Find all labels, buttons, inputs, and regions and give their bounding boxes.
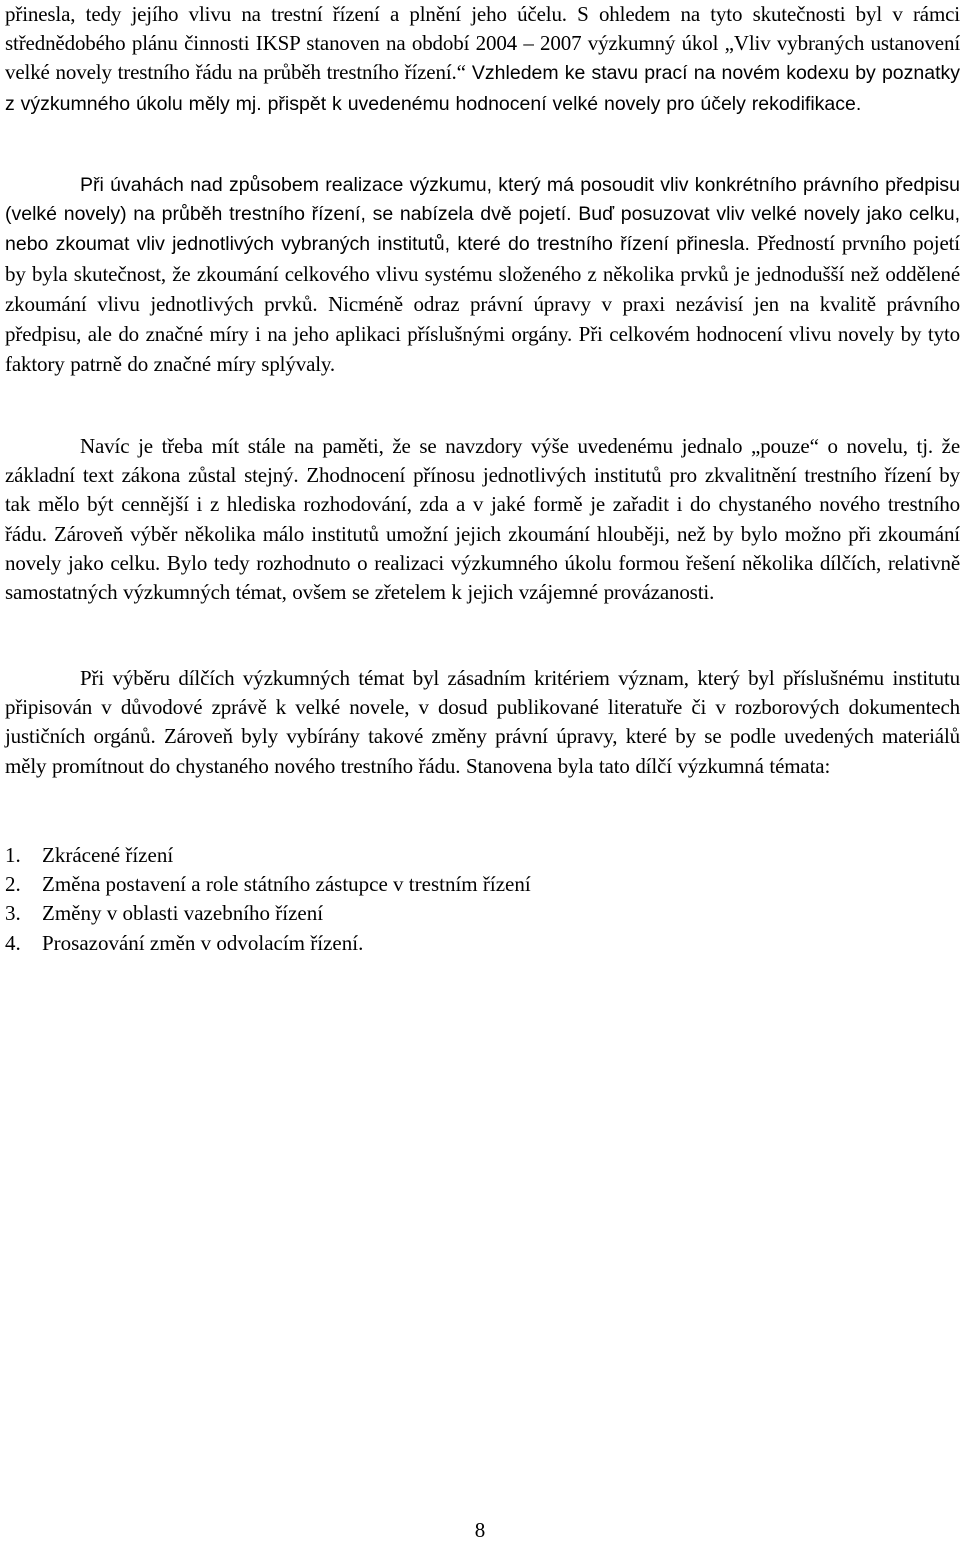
list-item [5, 870, 531, 899]
list-item-text: Zkrácené řízení [42, 843, 174, 867]
list-item-number: 4. [5, 930, 21, 955]
paragraph-3: Navíc je třeba mít stále na paměti, že se navzdory výše uvedenému jednalo „pouze“ o novelu, tj. že základní text zákona zůstal stejný. Zhodnocení přínosu jednotlivých institutů pro zkvalitnění trestního řízení by tak mělo být cennější i z hlediska rozhodování, zda a v jaké formě je zařadit i do chystaného nového trestního řádu. Zároveň výběr několika málo institutů umožní jejich zkoumání hlouběji, než by bylo možno při zkoumání novely jako celku. Bylo tedy rozhodnuto o realizaci výzkumného úkolu formou řešení několika dílčích, relativně samostatných výzkumných témat, ovšem se zřetelem k jejich vzájemné provázanosti. [5, 434, 960, 605]
page-number: 8 [474, 1518, 486, 1542]
paragraph-2-sans-text: Při úvahách nad způsobem realizace výzkumu, který má posoudit vliv konkrétního právního předpisu (velké novely) na průběh trestního řízení, se nabízela dvě pojetí. Buď posuzovat vliv velké novely jako celku, nebo zkoumat vliv jednotlivých vybraných institutů, které do trestního řízení přinesla. [5, 174, 960, 256]
paragraph-2-serif-text: Předností prvního pojetí by byla skutečnost, že zkoumání celkového vlivu systému složeného z několika prvků je jednodušší než oddělené zkoumání vlivu jednotlivých prvků. Nicméně odraz právní úpravy v praxi nezávisí jen na kvalitě právního předpisu, ale do značné míry i na jeho aplikaci příslušnými orgány. Při celkovém hodnocení vlivu novely by tyto faktory patrně do značné míry splývaly. [5, 231, 960, 377]
list-item-text: Změna postavení a role státního zástupce v trestním řízení [42, 872, 531, 897]
research-topics-list [5, 841, 531, 958]
list-item-number: 3. [5, 901, 21, 926]
list-item-number: 1. [5, 843, 21, 867]
list-item-text: Změny v oblasti vazebního řízení [42, 901, 324, 926]
paragraph-2 [5, 171, 960, 380]
list-item-number: 2. [5, 872, 21, 897]
paragraph-1-serif-text: přinesla, tedy jejího vlivu na trestní řízení a plnění jeho účelu. S ohledem na tyto skutečnosti byl v rámci střednědobého plánu činnosti IKSP stanoven na období 2004 – 2007 výzkumný úkol „Vliv vybraných ustanovení velké novely trestního řádu na průběh trestního řízení.“ [5, 2, 960, 85]
paragraph-1-sans-text: Vzhledem ke stavu prací na novém kodexu by poznatky z výzkumného úkolu měly mj. přispět k uvedenému hodnocení velké novely pro účely rekodifikace. [5, 62, 960, 115]
paragraph-1 [5, 0, 960, 119]
list-item [5, 841, 531, 870]
paragraph-4: Při výběru dílčích výzkumných témat byl zásadním kritériem význam, který byl příslušnému institutu připisován v důvodové zprávě k velké novele, v dosud publikované literatuře či v rozborových dokumentech justičních orgánů. Zároveň byly vybírány takové změny právní úpravy, které by se podle uvedených materiálů měly promítnout do chystaného nového trestního řádu. Stanovena byla tato dílčí výzkumná témata: [5, 666, 960, 778]
list-item-text: Prosazování změn v odvolacím řízení. [42, 930, 364, 955]
list-item [5, 899, 531, 928]
list-item [5, 929, 531, 958]
